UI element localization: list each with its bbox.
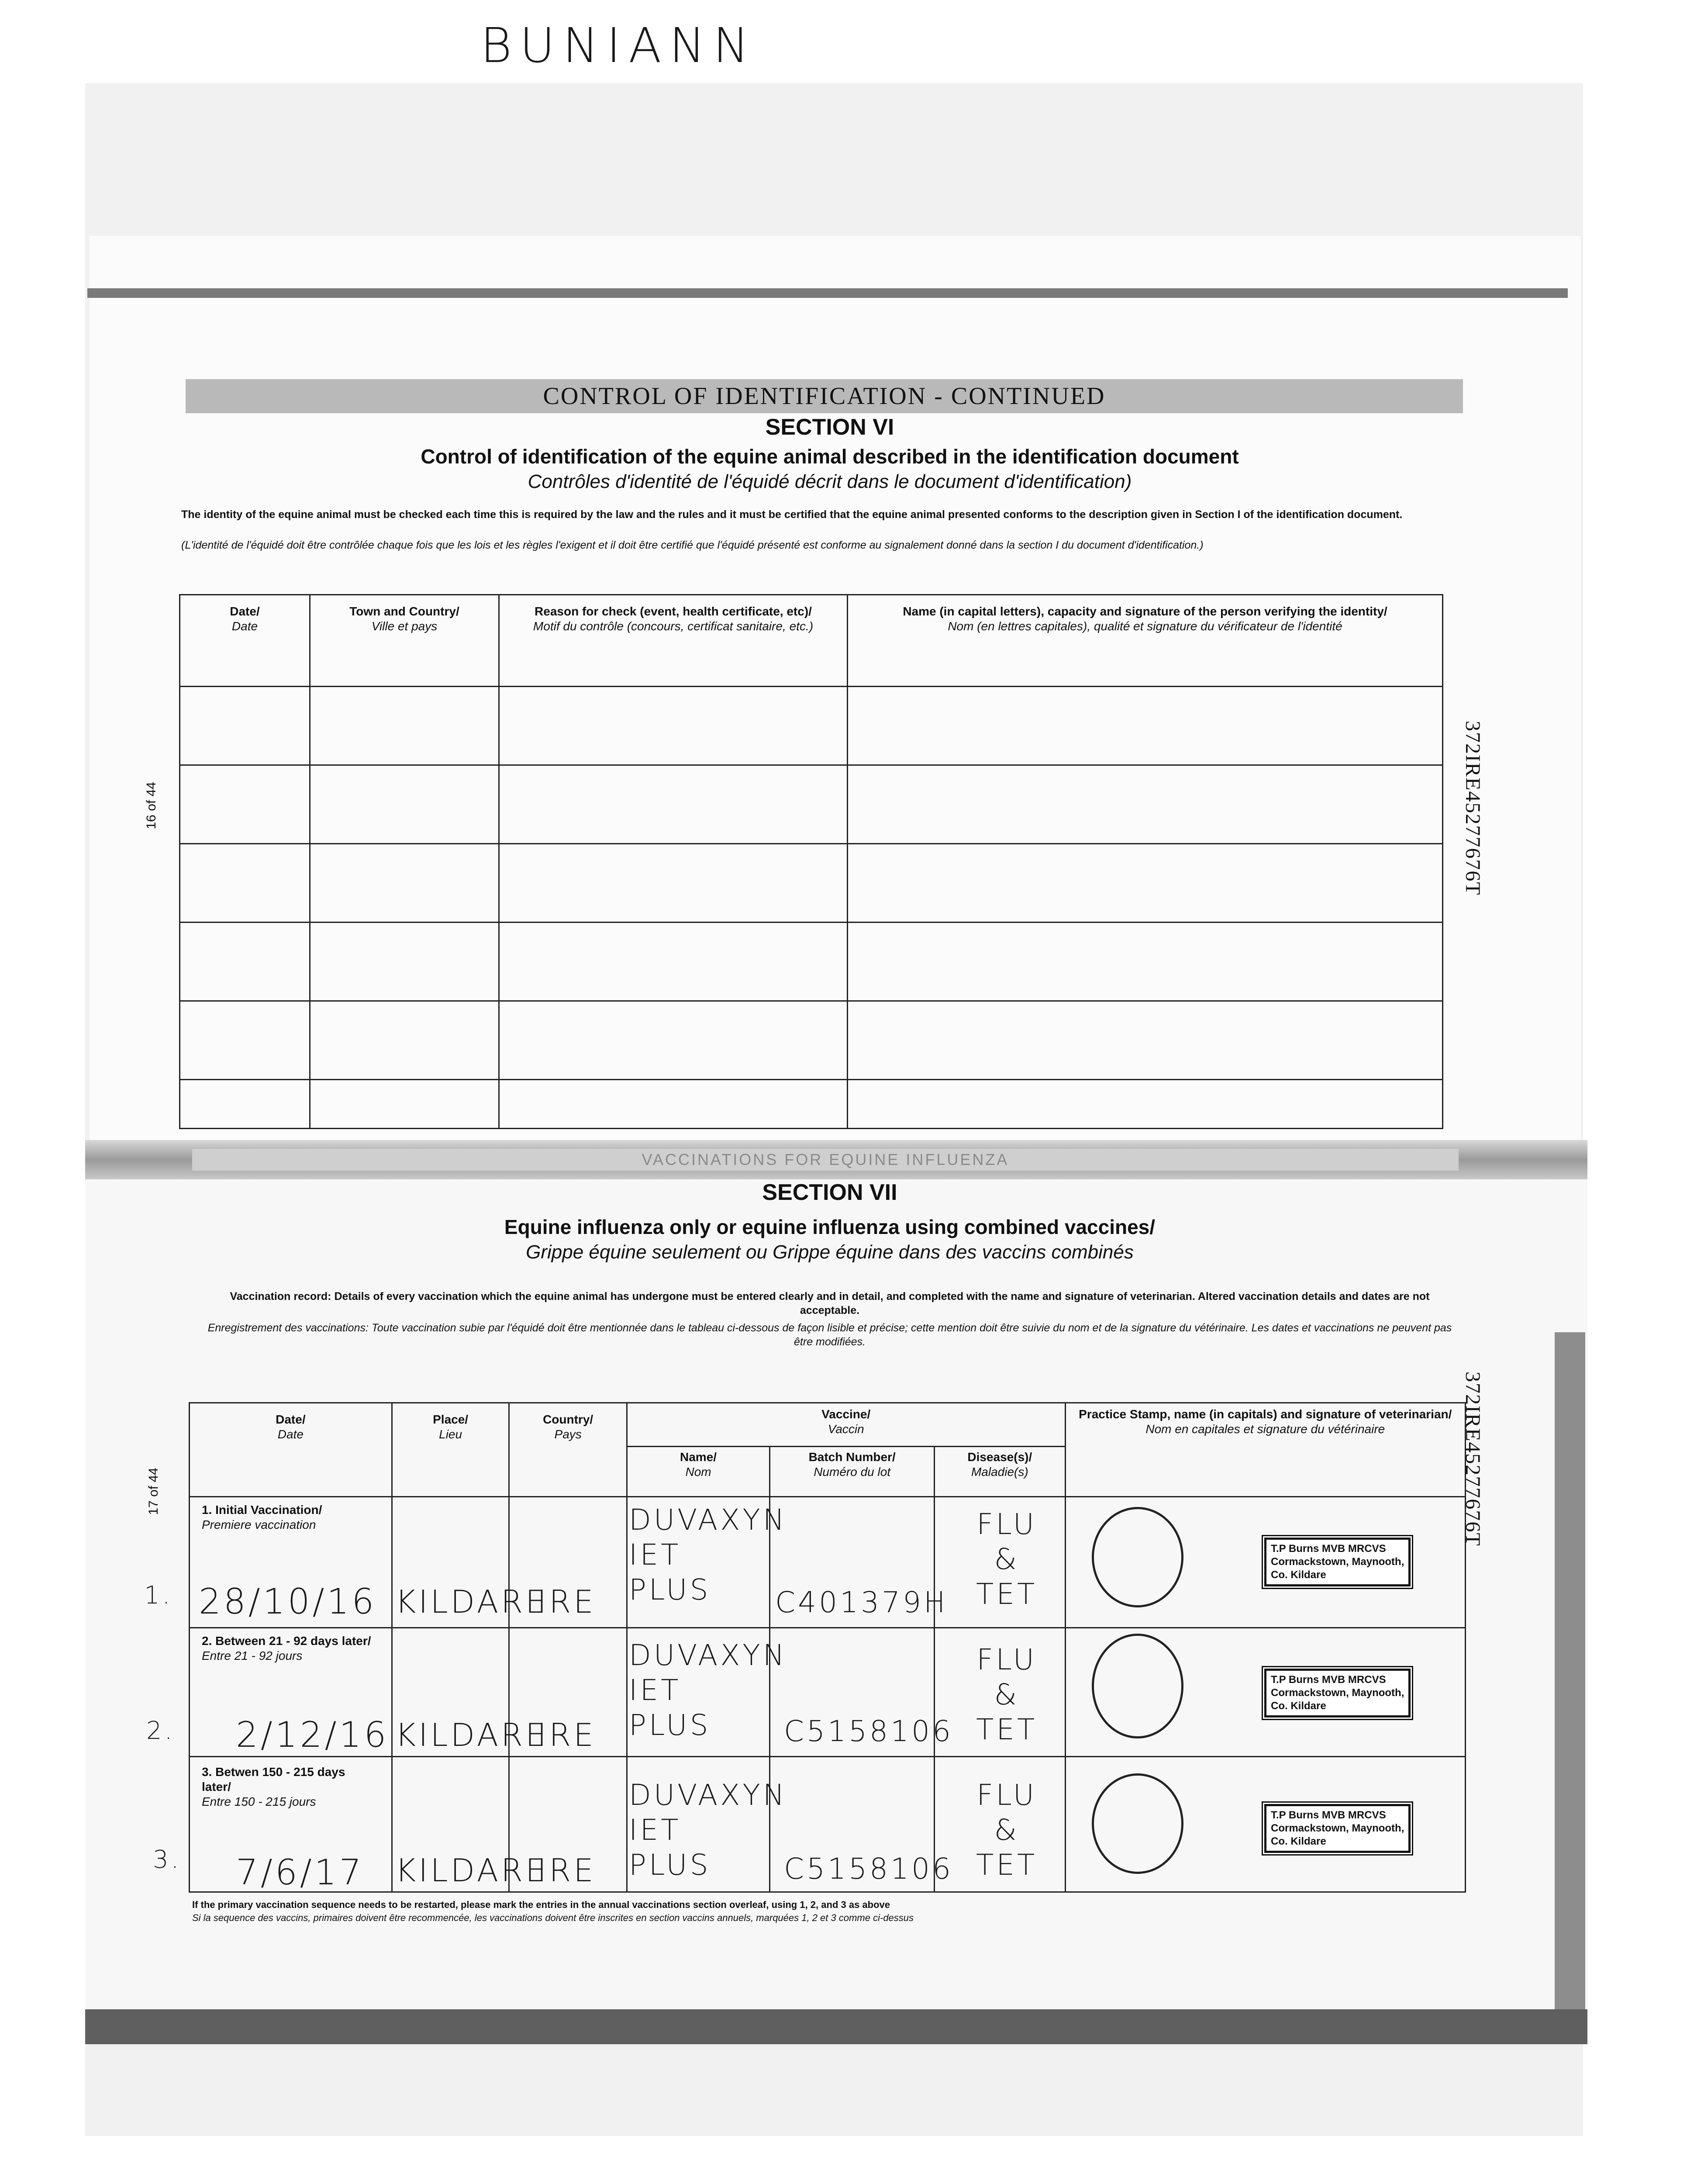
- practice-stamp-1: T.P Burns MVB MRCVS Cormackstown, Maynooth, Co. Kildare: [1264, 1538, 1411, 1586]
- section6-title-fr: Contrôles d'identité de l'équidé décrit dans le document d'identification): [528, 471, 1132, 492]
- col-vaccine: Vaccine/ Vaccin: [627, 1403, 1065, 1447]
- table-header-row: [190, 1403, 1466, 1447]
- footnote-en: If the primary vaccination sequence needs to be restarted, please mark the entries in the annual vaccinations section overleaf, using 1, 2, and 3 as above: [192, 1899, 890, 1910]
- row3-batch: C5158106: [784, 1852, 954, 1886]
- table-header-row: [180, 595, 1443, 687]
- section7-title-en: Equine influenza only or equine influenza using combined vaccines/: [504, 1216, 1156, 1238]
- col-country: Country/ Pays: [509, 1403, 627, 1497]
- row2-country: IRE: [537, 1717, 596, 1753]
- table-row: [180, 923, 1443, 1001]
- page-shadow: [1555, 1332, 1585, 2018]
- practice-stamp-3: T.P Burns MVB MRCVS Cormackstown, Maynooth, Co. Kildare: [1264, 1804, 1411, 1853]
- row1-vaccine-name: DUVAXYN IET PLUS: [629, 1503, 787, 1607]
- table-row: [180, 844, 1443, 923]
- table-row: [180, 1001, 1443, 1080]
- section6-title-en: Control of identification of the equine animal described in the identification document: [421, 445, 1239, 468]
- row1-batch: C401379H: [775, 1586, 948, 1619]
- col-verifier: Name (in capital letters), capacity and signature of the person verifying the identity/ Nom (en lettres capitales), qualité et signature du vérificateur de l'identité: [848, 595, 1443, 687]
- identity-check-table: [179, 594, 1443, 1129]
- handwritten-name: BUNIANN: [480, 17, 757, 73]
- section7-faded-band: VACCINATIONS FOR EQUINE INFLUENZA: [192, 1149, 1459, 1171]
- col-date: Date/ Date: [180, 595, 310, 687]
- col-reason: Reason for check (event, health certificate, etc)/ Motif du contrôle (concours, certificat sanitaire, etc.): [499, 595, 848, 687]
- row3-disease: FLU & TET: [976, 1778, 1038, 1882]
- row2-date: 2/12/16: [236, 1714, 389, 1755]
- row1-country: IRE: [537, 1583, 596, 1620]
- col-practice-stamp: Practice Stamp, name (in capitals) and signature of veterinarian/ Nom en capitales et signature du vétérinaire: [1065, 1403, 1465, 1497]
- practice-stamp-2: T.P Burns MVB MRCVS Cormackstown, Maynooth, Co. Kildare: [1264, 1669, 1411, 1717]
- document-id-lower: 372IRE45277676T: [1461, 1372, 1484, 1547]
- section6-intro-en: The identity of the equine animal must be checked each time this is required by the law and the rules and it must be certified that the equine animal presented conforms to the description given in Section I of the identification document.: [181, 508, 1403, 521]
- page-number-17: 17 of 44: [146, 1468, 161, 1515]
- section6-band-title: CONTROL OF IDENTIFICATION - CONTINUED: [543, 383, 1106, 410]
- page-edge: [87, 288, 1568, 298]
- row1-label: 1. Initial Vaccination/ Premiere vaccination: [202, 1503, 322, 1531]
- page-bottom-edge: [85, 2009, 1587, 2044]
- section6-heading: SECTION VI: [765, 415, 894, 440]
- section7-heading: SECTION VII: [762, 1180, 897, 1205]
- row3-country: IRE: [537, 1852, 596, 1889]
- row3-vaccine-name: DUVAXYN IET PLUS: [629, 1778, 787, 1882]
- col-place: Place/ Lieu: [392, 1403, 509, 1497]
- row3-date: 7/6/17: [236, 1852, 364, 1893]
- vaccination-record-fr: Enregistrement des vaccinations: Toute vaccination subie par l'équidé doit être mentionnée dans le tableau ci-dessous de façon lisible et précise; cette mention doit être suivie du nom et de la signature du vétérinaire. Les dates et vaccinations ne peuvent pas être modifiées.: [207, 1322, 1452, 1348]
- row3-margin-mark: 3.: [153, 1845, 182, 1874]
- row1-disease: FLU & TET: [976, 1507, 1038, 1611]
- section6-band: [186, 379, 1463, 413]
- section6-intro-fr: (L'identité de l'équidé doit être contrôlée chaque fois que les lois et les règles l'exigent et il doit être certifié que l'équidé présenté est conforme au signalement donné dans la section I du document d'identification.): [181, 539, 1204, 551]
- table-row: [180, 1080, 1443, 1129]
- row2-disease: FLU & TET: [976, 1643, 1038, 1746]
- signature-1: [1092, 1507, 1183, 1607]
- vaccination-record-en: Vaccination record: Details of every vaccination which the equine animal has undergone must be entered clearly and in detail, and completed with the name and signature of veterinarian. Altered vaccination details and dates are not acceptable.: [230, 1290, 1430, 1317]
- section7-title-fr: Grippe équine seulement ou Grippe équine dans des vaccins combinés: [526, 1241, 1134, 1263]
- row3-label: 3. Betwen 150 - 215 days later/ Entre 150 - 215 jours: [202, 1765, 345, 1808]
- page-number-16: 16 of 44: [144, 782, 159, 829]
- col-vaccine-name: Name/ Nom: [627, 1447, 769, 1497]
- col-date: Date/ Date: [190, 1403, 392, 1497]
- row1-date: 28/10/16: [199, 1581, 377, 1622]
- row2-vaccine-name: DUVAXYN IET PLUS: [629, 1638, 787, 1742]
- row1-place: KILDARE: [395, 1583, 548, 1620]
- row2-batch: C5158106: [784, 1714, 954, 1748]
- row2-label: 2. Between 21 - 92 days later/ Entre 21 - 92 jours: [202, 1634, 371, 1662]
- table-row: [180, 687, 1443, 765]
- footnote-fr: Si la sequence des vaccins, primaires doivent être recommencée, les vaccinations doivent être inscrites en section vaccins annuels, marquées 1, 2 et 3 comme ci-dessus: [192, 1912, 914, 1923]
- col-town-country: Town and Country/ Ville et pays: [310, 595, 499, 687]
- row3-place: KILDARE: [395, 1852, 548, 1889]
- col-batch-number: Batch Number/ Numéro du lot: [770, 1447, 935, 1497]
- table-row: [180, 765, 1443, 844]
- signature-3: [1092, 1773, 1183, 1874]
- row1-margin-mark: 1.: [144, 1581, 173, 1610]
- signature-2: [1092, 1634, 1183, 1738]
- row2-place: KILDARE: [395, 1717, 548, 1753]
- col-disease: Disease(s)/ Maladie(s): [935, 1447, 1066, 1497]
- row2-margin-mark: 2.: [146, 1717, 175, 1745]
- document-id-upper: 372IRE45277676T: [1461, 721, 1484, 896]
